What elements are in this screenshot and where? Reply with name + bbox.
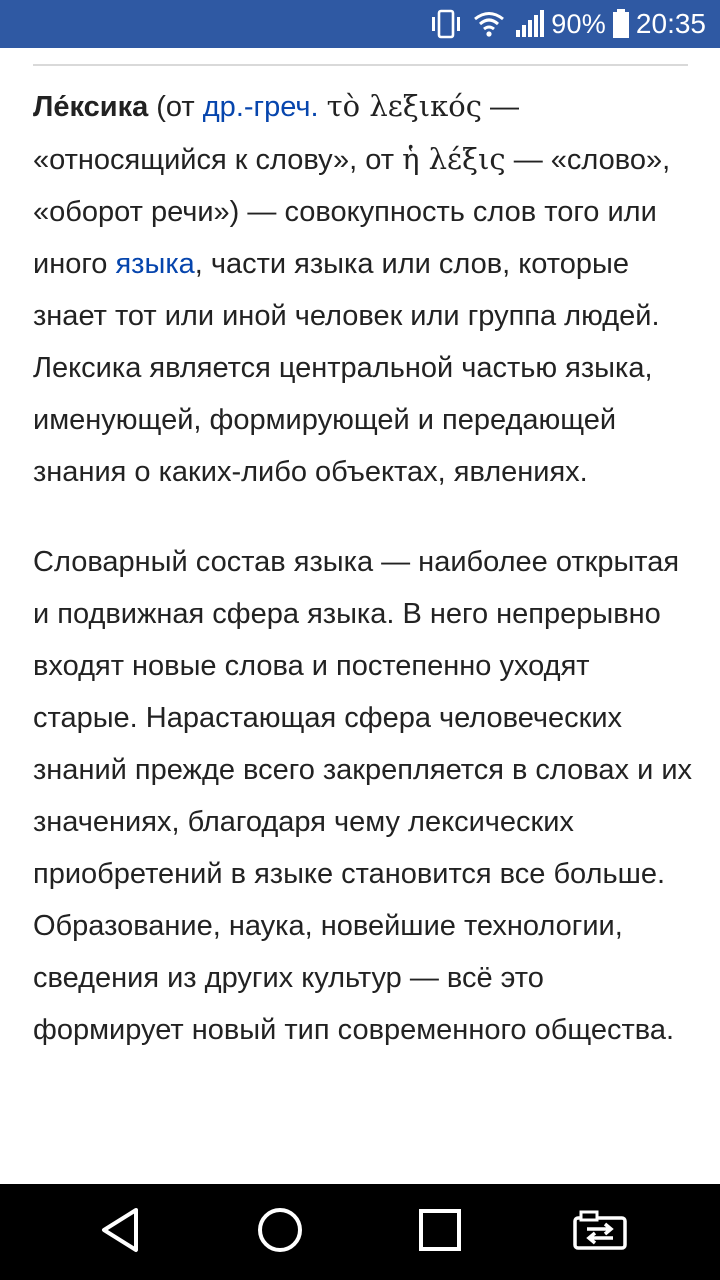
clock: 20:35 <box>635 8 706 39</box>
text-segment: — «относящийся к слову», от <box>33 91 519 176</box>
signal-icon <box>515 10 545 38</box>
recents-icon <box>418 1208 462 1257</box>
battery-icon <box>612 9 630 39</box>
link-ancient-greek[interactable]: др.-греч. <box>202 91 319 123</box>
text-segment: — «слово», «оборот речи») — совокупность слов того или иного <box>33 144 671 280</box>
text-segment <box>319 91 327 123</box>
greek-word-lexikos: τὸ λεξικός <box>326 89 482 123</box>
paragraph-2: Словарный состав языка — наиболее открытая и подвижная сфера языка. В него непрерывно входят новые слова и постепенно уходят старые. Нарастающая сфера человеческих знаний прежде всего закрепляется в словах и их значениях, благодаря чему лексических приобретений в языке становится все больше. Образование, наука, новейшие технологии, сведения из других культур — всё это формирует новый тип современного общества. <box>33 546 693 1046</box>
link-language[interactable]: языка <box>115 248 195 280</box>
term-title: Ле́ксика <box>33 91 149 123</box>
article-content[interactable] <box>0 48 720 1184</box>
battery-percent: 90% <box>551 8 606 39</box>
text-segment: (от <box>148 91 203 123</box>
greek-word-lexis: ἡ λέξις <box>402 142 506 176</box>
text-segment: , части языка или слов, которые знает тот или иной человек или группа людей. Лексика является центральной частью языка, именующей, формирующей и передающей знания о каких-либо объектах, явлениях. <box>33 248 660 488</box>
divider <box>33 64 688 66</box>
wifi-icon <box>473 10 505 38</box>
article-body <box>33 80 693 1094</box>
navigation-bar <box>0 1184 720 1280</box>
home-icon <box>257 1207 303 1258</box>
back-button[interactable] <box>80 1192 160 1272</box>
back-icon <box>98 1207 142 1258</box>
switch-app-icon <box>573 1210 627 1255</box>
paragraph-1 <box>33 80 693 498</box>
home-button[interactable] <box>240 1192 320 1272</box>
switch-app-button[interactable] <box>560 1192 640 1272</box>
vibrate-icon <box>429 9 463 39</box>
recents-button[interactable] <box>400 1192 480 1272</box>
status-bar <box>0 0 720 48</box>
